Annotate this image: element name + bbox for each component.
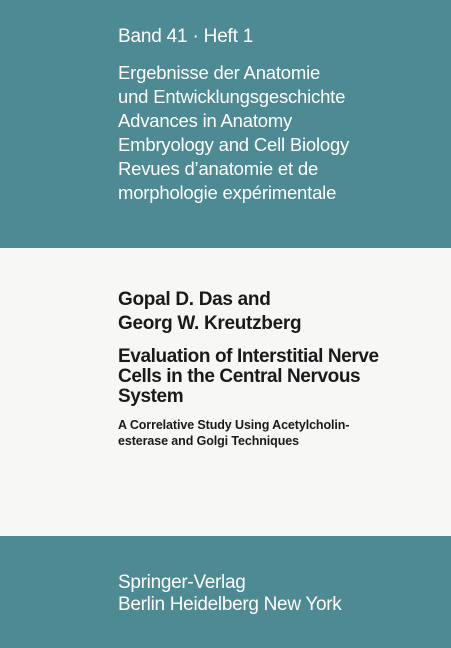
subtitle-line-2: esterase and Golgi Techniques <box>118 434 299 448</box>
author-line-2: Georg W. Kreutzberg <box>118 313 302 334</box>
publisher-cities: Berlin Heidelberg New York <box>118 594 342 615</box>
series-title-de-line2: und Entwicklungsgeschichte <box>118 86 346 107</box>
authors <box>118 288 438 336</box>
series-title-en-line1: Advances in Anatomy <box>118 110 293 131</box>
series-title-fr-line1: Revues d’anatomie et de <box>118 158 319 179</box>
volume-issue: Band 41 · Heft 1 <box>118 26 254 47</box>
top-band <box>0 0 451 248</box>
publisher-name: Springer-Verlag <box>118 572 246 593</box>
series-title-de-line1: Ergebnisse der Anatomie <box>118 62 321 83</box>
author-line-1: Gopal D. Das and <box>118 289 271 310</box>
series-title-fr-line2: morphologie expérimentale <box>118 182 337 203</box>
book-title-line-1: Evaluation of Interstitial Nerve <box>118 346 379 367</box>
book-title-line-2: Cells in the Central Nervous <box>118 366 361 387</box>
series-title-en-line2: Embryology and Cell Biology <box>118 134 350 155</box>
book-title <box>118 347 438 407</box>
book-title-line-3: System <box>118 386 184 407</box>
subtitle-line-1: A Correlative Study Using Acetylcholin- <box>118 418 350 432</box>
publisher-block <box>118 572 342 616</box>
series-block <box>118 26 349 206</box>
book-subtitle <box>118 417 438 449</box>
book-info <box>118 288 438 449</box>
